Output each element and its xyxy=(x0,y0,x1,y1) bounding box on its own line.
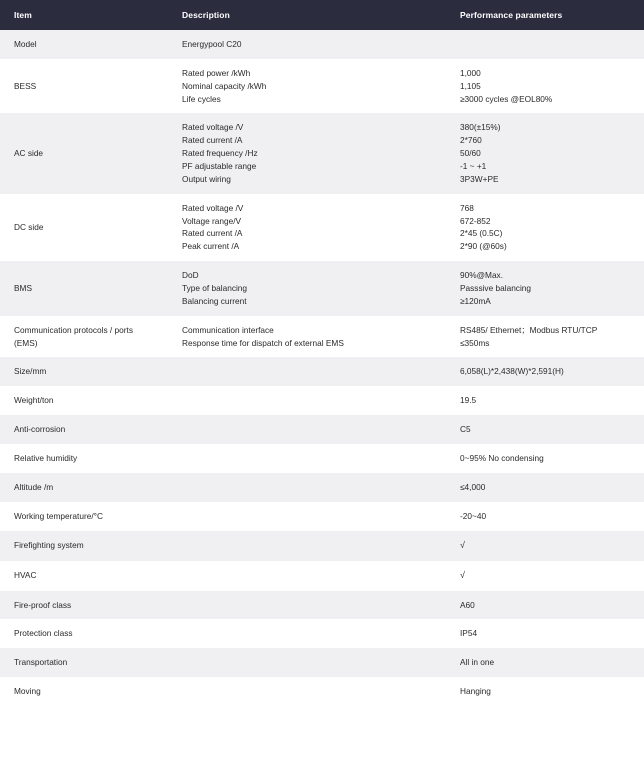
cell-line: 90%@Max. xyxy=(460,270,504,281)
table-row xyxy=(0,59,644,114)
cell-line: 6,058(L)*2,438(W)*2,591(H) xyxy=(460,366,564,377)
cell-description xyxy=(168,561,446,591)
cell-description xyxy=(168,415,446,444)
table-row xyxy=(0,591,644,620)
cell-line: Fire-proof class xyxy=(14,599,72,610)
table-row xyxy=(0,415,644,444)
cell-item xyxy=(0,30,168,59)
cell-description xyxy=(168,531,446,561)
cell-description xyxy=(168,591,446,620)
cell-line: Altitude /m xyxy=(14,481,54,492)
cell-description xyxy=(168,648,446,677)
cell-line: DC side xyxy=(14,222,44,233)
cell-description xyxy=(168,59,446,114)
cell-description xyxy=(168,619,446,648)
cell-line: Peak current /A xyxy=(182,241,240,252)
cell-description xyxy=(168,473,446,502)
cell-line: PF adjustable range xyxy=(182,161,257,172)
cell-line: Weight/ton xyxy=(14,395,54,406)
cell-line: Life cycles xyxy=(182,93,221,104)
table-row xyxy=(0,357,644,386)
cell-line: -20~40 xyxy=(460,510,487,521)
table-row xyxy=(0,619,644,648)
cell-line: Response time for dispatch of external EMS xyxy=(182,337,344,348)
cell-line: √ xyxy=(460,539,465,550)
cell-line: ≤350ms xyxy=(460,337,490,348)
column-header-description: Description xyxy=(168,0,446,30)
cell-line: √ xyxy=(460,569,465,580)
cell-line: All in one xyxy=(460,657,495,668)
cell-description xyxy=(168,444,446,473)
cell-line: 2*760 xyxy=(460,135,482,146)
cell-line: A60 xyxy=(460,599,475,610)
cell-line: BESS xyxy=(14,80,37,91)
cell-description xyxy=(168,357,446,386)
cell-description xyxy=(168,261,446,316)
cell-line: Type of balancing xyxy=(182,283,248,294)
table-row xyxy=(0,677,644,706)
cell-line: 380(±15%) xyxy=(460,122,501,133)
column-header-performance: Performance parameters xyxy=(446,0,644,30)
cell-line: ≥3000 cycles @EOL80% xyxy=(460,93,553,104)
cell-item xyxy=(0,444,168,473)
table-row xyxy=(0,113,644,193)
cell-performance xyxy=(446,194,644,261)
table-row xyxy=(0,386,644,415)
cell-line: Passsive balancing xyxy=(460,283,532,294)
cell-performance xyxy=(446,357,644,386)
cell-line: Relative humidity xyxy=(14,453,78,464)
table-header-row xyxy=(0,0,644,30)
cell-line: Hanging xyxy=(460,686,491,697)
cell-line: 1,105 xyxy=(460,80,481,91)
table-row xyxy=(0,30,644,59)
cell-line: Moving xyxy=(14,686,41,697)
cell-line: ≥120mA xyxy=(460,295,491,306)
cell-line: Protection class xyxy=(14,628,73,639)
cell-line: -1 ~ +1 xyxy=(460,161,487,172)
cell-line: Rated voltage /V xyxy=(182,202,244,213)
cell-line: HVAC xyxy=(14,570,37,581)
cell-line: Output wiring xyxy=(182,173,231,184)
cell-performance xyxy=(446,473,644,502)
cell-item xyxy=(0,386,168,415)
cell-performance xyxy=(446,316,644,358)
cell-line: Balancing current xyxy=(182,295,247,306)
cell-line: ≤4,000 xyxy=(460,481,486,492)
cell-item xyxy=(0,316,168,358)
cell-line: Rated voltage /V xyxy=(182,122,244,133)
table-row xyxy=(0,561,644,591)
table-row xyxy=(0,444,644,473)
cell-item xyxy=(0,502,168,531)
table-row xyxy=(0,473,644,502)
table-row xyxy=(0,531,644,561)
cell-line: Working temperature/°C xyxy=(14,510,103,521)
cell-item xyxy=(0,261,168,316)
cell-line: C5 xyxy=(460,424,471,435)
cell-line: DoD xyxy=(182,270,199,281)
cell-description xyxy=(168,113,446,193)
cell-line: RS485/ Ethernet；Modbus RTU/TCP xyxy=(460,324,598,335)
cell-description xyxy=(168,677,446,706)
cell-line: 19.5 xyxy=(460,395,477,406)
cell-performance xyxy=(446,502,644,531)
table-body xyxy=(0,30,644,706)
cell-line: Rated power /kWh xyxy=(182,67,251,78)
cell-line: 1,000 xyxy=(460,67,481,78)
cell-line: Rated current /A xyxy=(182,135,243,146)
cell-description xyxy=(168,30,446,59)
cell-line: Firefighting system xyxy=(14,540,84,551)
cell-item xyxy=(0,357,168,386)
cell-item xyxy=(0,113,168,193)
cell-line: AC side xyxy=(14,148,44,159)
cell-performance xyxy=(446,531,644,561)
table-row xyxy=(0,261,644,316)
cell-item xyxy=(0,561,168,591)
cell-item xyxy=(0,194,168,261)
cell-line: Size/mm xyxy=(14,366,47,377)
cell-line: IP54 xyxy=(460,628,478,639)
cell-item xyxy=(0,591,168,620)
cell-performance xyxy=(446,30,644,59)
cell-line: 0~95% No condensing xyxy=(460,453,544,464)
cell-performance xyxy=(446,619,644,648)
cell-item xyxy=(0,648,168,677)
cell-item xyxy=(0,677,168,706)
cell-line: 2*90 (@60s) xyxy=(460,241,507,252)
cell-performance xyxy=(446,648,644,677)
cell-performance xyxy=(446,677,644,706)
cell-line: 768 xyxy=(460,202,474,213)
column-header-item: Item xyxy=(0,0,168,30)
cell-description xyxy=(168,386,446,415)
cell-item xyxy=(0,531,168,561)
table-row xyxy=(0,502,644,531)
table-row xyxy=(0,194,644,261)
cell-line: Nominal capacity /kWh xyxy=(182,80,267,91)
cell-line: 3P3W+PE xyxy=(460,173,499,184)
cell-description xyxy=(168,194,446,261)
cell-item xyxy=(0,619,168,648)
cell-line: Voltage range/V xyxy=(182,215,242,226)
cell-item xyxy=(0,415,168,444)
cell-description xyxy=(168,502,446,531)
cell-line: Rated frequency /Hz xyxy=(182,148,258,159)
cell-line: 672-852 xyxy=(460,215,491,226)
cell-line: 2*45 (0.5C) xyxy=(460,228,503,239)
cell-performance xyxy=(446,386,644,415)
cell-item xyxy=(0,59,168,114)
table-row xyxy=(0,316,644,358)
table-header xyxy=(0,0,644,30)
cell-performance xyxy=(446,261,644,316)
cell-line: Model xyxy=(14,39,37,49)
table-row xyxy=(0,648,644,677)
cell-line: Communication interface xyxy=(182,324,274,335)
cell-performance xyxy=(446,591,644,620)
cell-line: Energypool C20 xyxy=(182,39,242,49)
cell-performance xyxy=(446,444,644,473)
cell-performance xyxy=(446,561,644,591)
cell-line: Anti-corrosion xyxy=(14,424,66,435)
cell-performance xyxy=(446,113,644,193)
cell-description xyxy=(168,316,446,358)
cell-line: 50/60 xyxy=(460,148,481,159)
cell-line: Communication protocols / ports (EMS) xyxy=(14,324,133,348)
cell-performance xyxy=(446,415,644,444)
cell-performance xyxy=(446,59,644,114)
cell-line: Rated current /A xyxy=(182,228,243,239)
cell-line: BMS xyxy=(14,283,32,294)
cell-item xyxy=(0,473,168,502)
cell-line: Transportation xyxy=(14,657,68,668)
